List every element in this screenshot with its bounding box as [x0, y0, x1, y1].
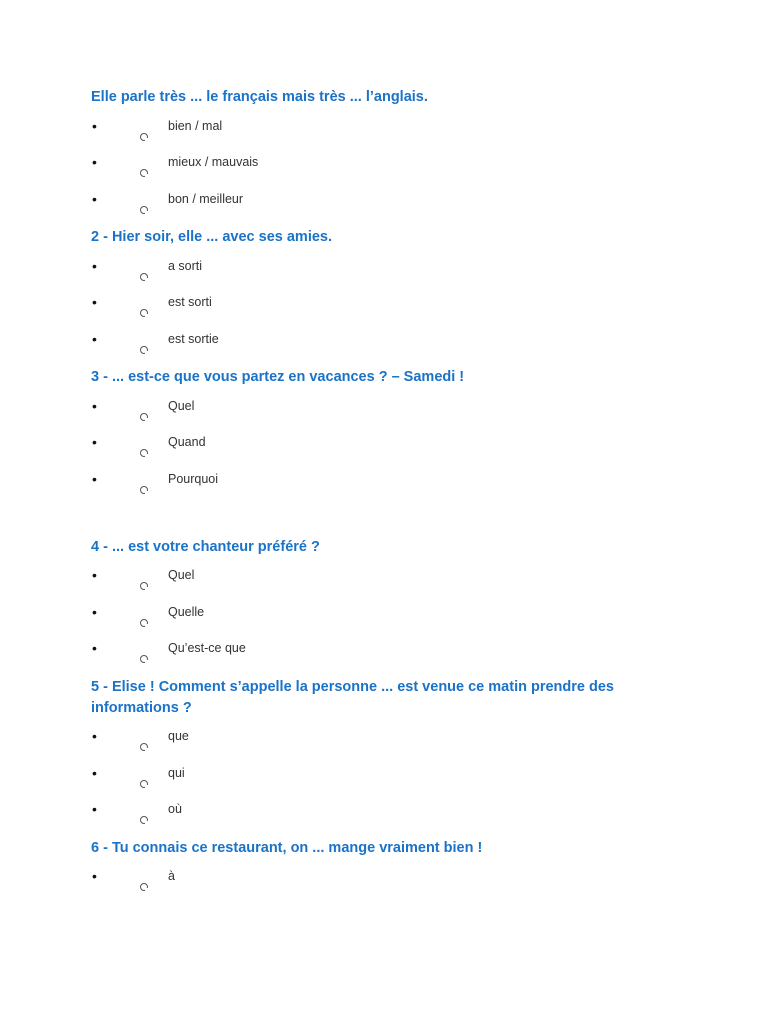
bullet-icon: •: [92, 868, 97, 884]
radio-button[interactable]: [140, 816, 148, 824]
radio-button[interactable]: [140, 413, 148, 421]
option-4-2[interactable]: [0, 604, 768, 635]
option-label: qui: [168, 766, 185, 780]
radio-button[interactable]: [140, 449, 148, 457]
question-4: 4 - ... est votre chanteur préféré ?: [91, 539, 320, 555]
radio-button[interactable]: [140, 780, 148, 788]
option-1-3[interactable]: [0, 191, 768, 222]
radio-button[interactable]: [140, 619, 148, 627]
option-label: Pourquoi: [168, 472, 219, 486]
bullet-icon: •: [92, 258, 97, 274]
option-label: mieux / mauvais: [168, 155, 259, 169]
radio-button[interactable]: [140, 582, 148, 590]
option-label: a sorti: [168, 259, 203, 273]
radio-button[interactable]: [140, 346, 148, 354]
radio-button[interactable]: [140, 743, 148, 751]
option-label: est sortie: [168, 332, 219, 346]
bullet-icon: •: [92, 471, 97, 487]
question-5: 5 - Elise ! Comment s’appelle la personne ... est venue ce matin prendre des informations ?: [91, 679, 614, 716]
radio-button[interactable]: [140, 206, 148, 214]
option-label: Quelle: [168, 605, 205, 619]
bullet-icon: •: [92, 728, 97, 744]
option-label: où: [168, 802, 182, 816]
option-5-1[interactable]: [0, 728, 768, 759]
option-6-1[interactable]: [0, 868, 768, 899]
option-1-1[interactable]: [0, 118, 768, 149]
option-label: bon / meilleur: [168, 192, 244, 206]
bullet-icon: •: [92, 191, 97, 207]
radio-button[interactable]: [140, 169, 148, 177]
bullet-icon: •: [92, 567, 97, 583]
option-2-2[interactable]: [0, 294, 768, 325]
bullet-icon: •: [92, 604, 97, 620]
option-3-2[interactable]: [0, 434, 768, 465]
option-4-1[interactable]: [0, 567, 768, 598]
question-1: Elle parle très ... le français mais très ... l’anglais.: [91, 89, 428, 105]
bullet-icon: •: [92, 640, 97, 656]
radio-button[interactable]: [140, 883, 148, 891]
radio-button[interactable]: [140, 486, 148, 494]
option-label: Quel: [168, 399, 195, 413]
option-label: Quand: [168, 435, 206, 449]
bullet-icon: •: [92, 154, 97, 170]
option-label: Qu’est-ce que: [168, 641, 246, 655]
bullet-icon: •: [92, 118, 97, 134]
question-3: 3 - ... est-ce que vous partez en vacances ? – Samedi !: [91, 369, 465, 385]
radio-button[interactable]: [140, 133, 148, 141]
radio-button[interactable]: [140, 655, 148, 663]
option-label: que: [168, 729, 189, 743]
question-6: 6 - Tu connais ce restaurant, on ... mange vraiment bien !: [91, 840, 483, 856]
option-2-1[interactable]: [0, 258, 768, 289]
bullet-icon: •: [92, 331, 97, 347]
option-5-3[interactable]: [0, 801, 768, 832]
bullet-icon: •: [92, 294, 97, 310]
option-4-3[interactable]: [0, 640, 768, 671]
option-label: bien / mal: [168, 119, 223, 133]
option-3-3[interactable]: [0, 471, 768, 502]
option-label: Quel: [168, 568, 195, 582]
option-5-2[interactable]: [0, 765, 768, 796]
radio-button[interactable]: [140, 273, 148, 281]
bullet-icon: •: [92, 398, 97, 414]
option-3-1[interactable]: [0, 398, 768, 429]
bullet-icon: •: [92, 765, 97, 781]
option-1-2[interactable]: [0, 154, 768, 185]
bullet-icon: •: [92, 434, 97, 450]
radio-button[interactable]: [140, 309, 148, 317]
option-2-3[interactable]: [0, 331, 768, 362]
question-2: 2 - Hier soir, elle ... avec ses amies.: [91, 229, 333, 245]
option-label: à: [168, 869, 175, 883]
bullet-icon: •: [92, 801, 97, 817]
option-label: est sorti: [168, 295, 212, 309]
